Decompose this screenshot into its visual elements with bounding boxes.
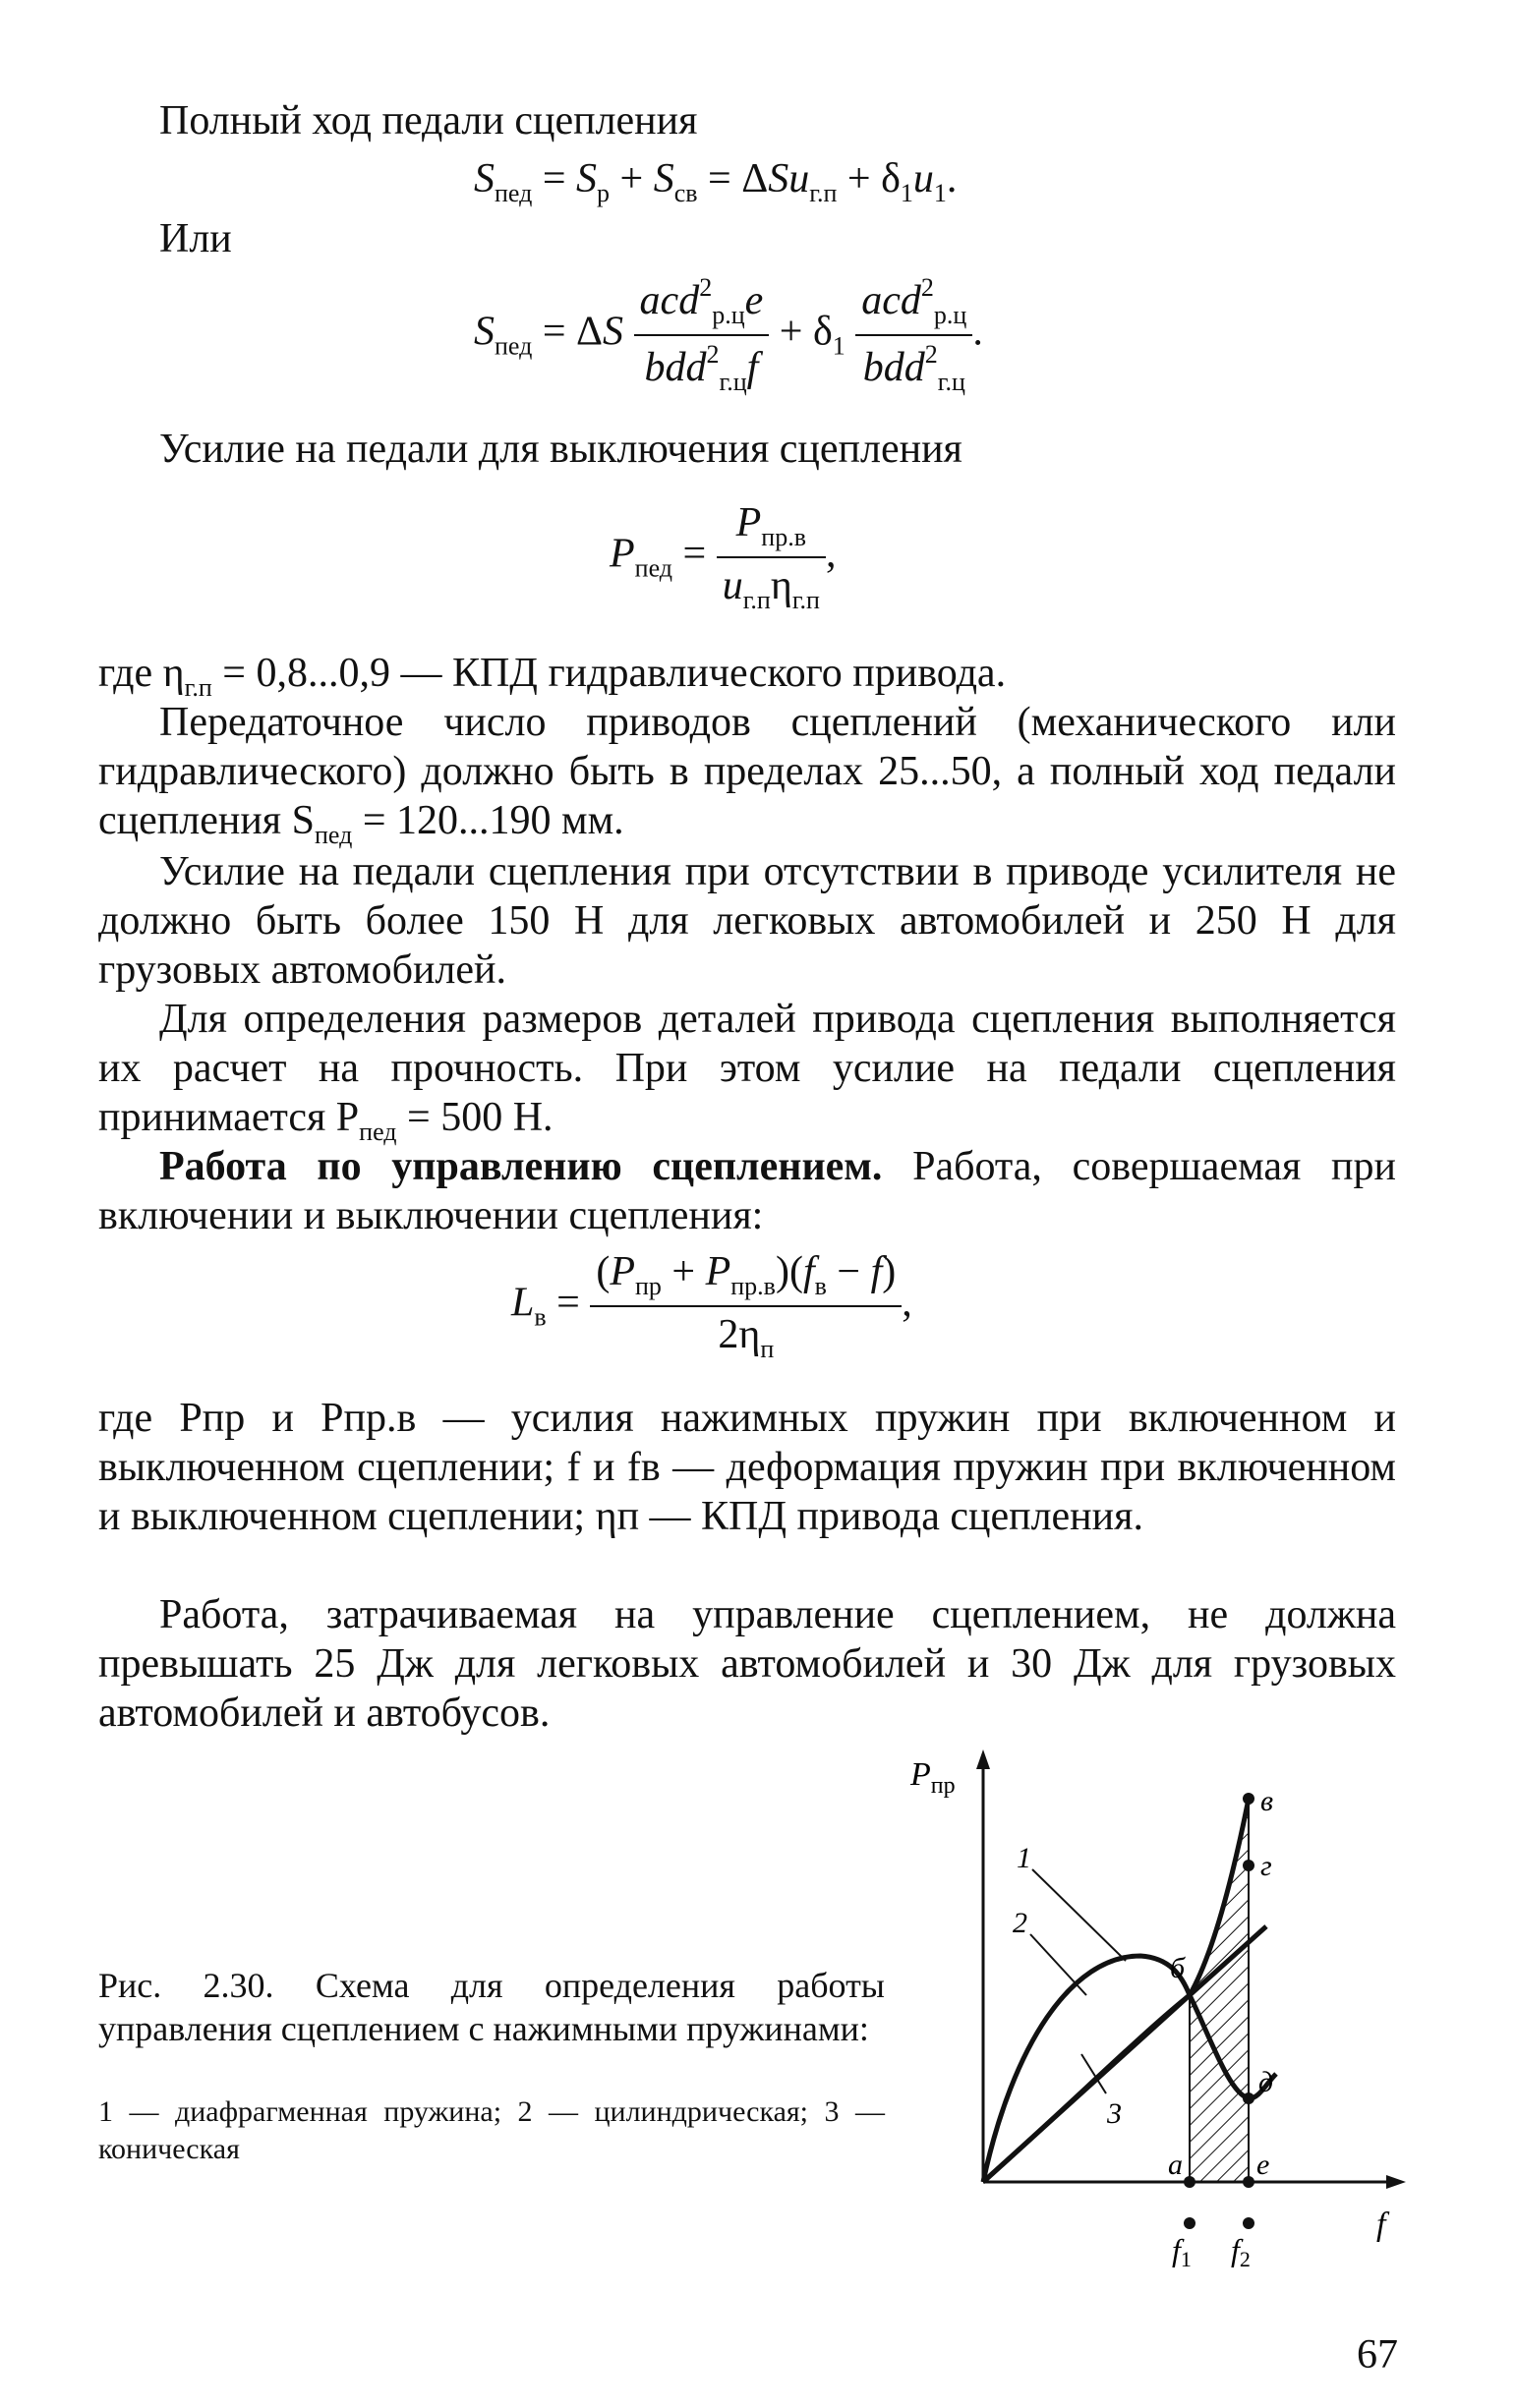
point-d xyxy=(1243,2093,1254,2104)
label-curve-1: 1 xyxy=(1017,1842,1031,1874)
paragraph-gear-ratio: Передаточное число приводов сцеплений (механического или гидравлического) должно быть в пределах 25...50, а полный ход педали сцепления $S_{пед} = 120...190$ мм. xyxy=(98,700,1396,849)
label-point-d: д xyxy=(1258,2066,1274,2098)
point-e xyxy=(1243,2176,1254,2188)
formula-work: $L_в$ = $\frac{(P_{пр} + P_{пр.в})(f_в - f)}{2\eta_п}$ , xyxy=(511,1249,912,1363)
label-point-v: в xyxy=(1260,1785,1274,1817)
paragraph-work: Работа по управлению сцеплением. Работа, совершаемая при включении и выключении сцепления: xyxy=(98,1144,1396,1238)
y-axis-label: $P_{пр}$ xyxy=(910,1756,956,1799)
page-number: 67 xyxy=(1357,2332,1398,2378)
paragraph-full-travel: Полный ход педали сцепления xyxy=(159,98,698,143)
x-axis-label: f xyxy=(1376,2207,1386,2243)
formula-pedal-travel: $S_{пед} = S_р + S_{св} = \Delta Su_{г.п} + \delta_1u_1$. xyxy=(474,156,958,207)
fraction-3: $\frac{P_{пр.в}}{u_{г.п}\eta_{г.п}}$ xyxy=(717,499,826,615)
tick-label-f1: f1 xyxy=(1172,2232,1192,2271)
fraction-1: $\frac{acd^2_{р.ц}e}{bdd^2_{г.ц}f}$ xyxy=(634,273,770,397)
paragraph-efficiency: где $\eta_{г.п} = 0,8...0,9$ — КПД гидравлического привода. xyxy=(98,651,1007,702)
paragraph-pedal-force: Усилие на педали для выключения сцепления xyxy=(159,427,962,472)
paragraph-strength: Для определения размеров деталей привода сцепления выполняется их расчет на прочность. При этом усилие на педали сцепления принимается $P_{пед} = 500$ Н. xyxy=(98,997,1396,1146)
fraction-4: $\frac{(P_{пр} + P_{пр.в})(f_в - f)}{2\eta_п}$ xyxy=(590,1248,902,1364)
paragraph-where: где Pпр и Pпр.в — усилия нажимных пружин при включенном и выключенном сцеплении; f и fв — деформация пружин при включенном и выключенном сцеплении; ηп — КПД привода сцепления. xyxy=(98,1396,1396,1539)
leader-line-1 xyxy=(1032,1869,1126,1961)
point-f1 xyxy=(1184,2217,1195,2229)
spring-characteristic-figure xyxy=(910,1749,1426,2300)
figure-legend: 1 — диафрагменная пружина; 2 — цилиндрическая; 3 — коническая xyxy=(98,2095,885,2165)
label-point-a: a xyxy=(1168,2149,1183,2181)
formula-pedal-force: $P_{пед}$ = $\frac{P_{пр.в}}{u_{г.п}\eta_{г.п}}$ , xyxy=(610,500,837,614)
point-a xyxy=(1184,2176,1195,2188)
point-g xyxy=(1243,1860,1254,1871)
x-axis-arrow-icon xyxy=(1386,2175,1406,2189)
y-axis-arrow-icon xyxy=(976,1749,990,1769)
paragraph-work-limit: Работа, затрачиваемая на управление сцеплением, не должна превышать 25 Дж для легковых автомобилей и 30 Дж для грузовых автомобилей и автобусов. xyxy=(98,1592,1396,1736)
label-point-g: г xyxy=(1260,1850,1272,1882)
point-f2 xyxy=(1243,2217,1254,2229)
paragraph-force-limit: Усилие на педали сцепления при отсутствии в приводе усилителя не должно быть более 150 Н для легковых автомобилей и 250 Н для грузовых автомобилей. xyxy=(98,849,1396,993)
figure-caption: Рис. 2.30. Схема для определения работы управления сцеплением с нажимными пружинами: xyxy=(98,1966,885,2048)
tick-label-f2: f2 xyxy=(1231,2232,1251,2271)
label-point-b: б xyxy=(1170,1952,1186,1984)
formula-pedal-travel-expanded: $S_{пед} = \Delta S$ $\frac{acd^2_{р.ц}e}{bdd^2_{г.ц}f}$ + $\delta_1$ $\frac{acd^2_{р.ц}}{bdd^2_{г.ц}}$ . xyxy=(474,273,983,396)
label-point-e: е xyxy=(1256,2149,1270,2181)
fraction-2: $\frac{acd^2_{р.ц}}{bdd^2_{г.ц}}$ xyxy=(855,273,972,397)
leader-line-2 xyxy=(1030,1934,1086,1995)
label-curve-2: 2 xyxy=(1013,1907,1027,1939)
label-curve-3: 3 xyxy=(1107,2097,1122,2130)
paragraph-or: Или xyxy=(159,216,232,261)
point-v xyxy=(1243,1793,1254,1805)
